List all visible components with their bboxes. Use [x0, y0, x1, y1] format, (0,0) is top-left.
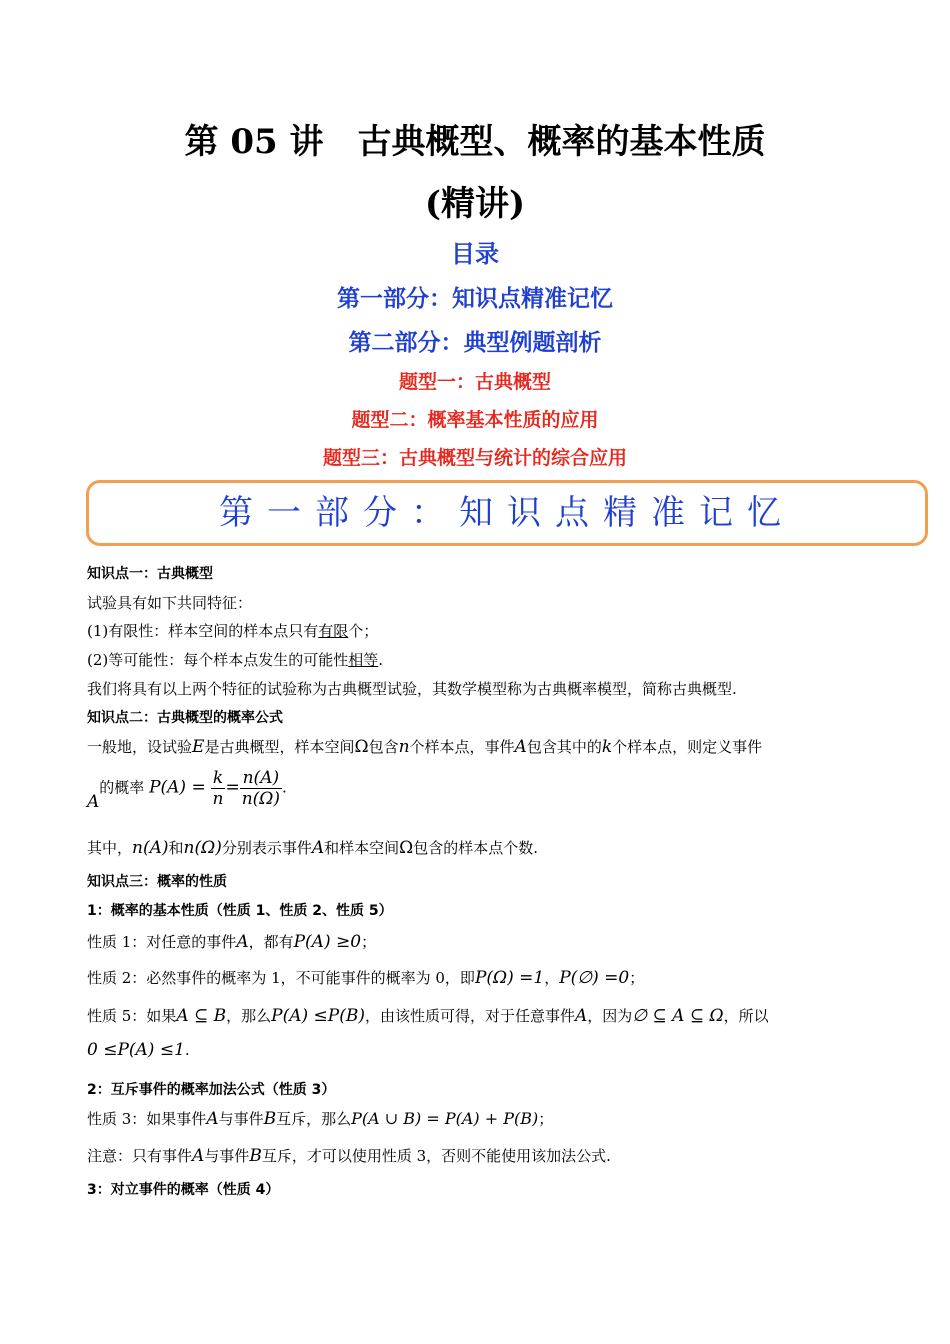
math-A: A [206, 1109, 219, 1129]
toc-part2-link[interactable]: 第二部分：典型例题剖析 [348, 330, 602, 356]
k2-text-4: 个样本点，事件 [409, 738, 515, 756]
math-probability: P(A) = [149, 777, 206, 798]
k3-sub1: 1：概率的基本性质（性质 1、性质 2、性质 5） [87, 903, 393, 919]
property-5-cont [87, 1040, 190, 1060]
math-nOmega: n(Ω) [183, 838, 222, 858]
math-A: A [514, 737, 527, 757]
math-eq: = [225, 777, 240, 798]
prop1-text-2: ，都有 [248, 933, 294, 951]
note-text: 注意：只有事件 [87, 1147, 193, 1165]
k1-point1 [87, 620, 378, 641]
toc-heading: 目录 [451, 240, 499, 268]
property-1 [87, 931, 376, 952]
prop5-text: 性质 5：如果 [87, 1007, 177, 1025]
k2-where [87, 837, 538, 858]
property-3 [87, 1108, 553, 1129]
math-k: k [601, 737, 613, 757]
k1-point1-underline: 有限 [318, 622, 349, 640]
section-banner: 第一部分：知识点精准记忆 [86, 480, 928, 546]
math-formula: ∅ ⊆ A ⊆ Ω [632, 1006, 724, 1026]
frac-den: n [212, 789, 224, 809]
k2-heading: 知识点二：古典概型的概率公式 [87, 710, 283, 726]
k3-heading: 知识点三：概率的性质 [87, 874, 227, 890]
math-formula: P(Ω) =1 [474, 968, 545, 988]
page-title: 第 05 讲 古典概型、概率的基本性质 [184, 122, 766, 162]
k1-intro: 试验具有如下共同特征： [87, 594, 253, 612]
prop5-text-2: ，那么 [226, 1007, 272, 1025]
prop1-end: ； [361, 933, 377, 951]
prop3-text-3: 互斥，那么 [276, 1110, 352, 1128]
prop5-text-3: ，由该性质可得，对于任意事件 [364, 1007, 575, 1025]
toc-type1-link[interactable]: 题型一：古典概型 [398, 371, 551, 393]
math-formula: 0 ≤P(A) ≤1 [87, 1040, 185, 1060]
k2-text-2: 是古典概型，样本空间 [204, 738, 355, 756]
k1-point2 [87, 649, 383, 670]
k3-sub2: 2：互斥事件的概率加法公式（性质 3） [87, 1082, 336, 1098]
k2-where-5: 包含的样本点个数. [413, 839, 539, 857]
note [87, 1145, 611, 1166]
k2-text-1: 一般地，设试验 [87, 738, 193, 756]
toc-type3-link[interactable]: 题型三：古典概型与统计的综合应用 [322, 447, 627, 469]
toc-part1-link[interactable]: 第一部分：知识点精准记忆 [337, 286, 613, 312]
prop2-text: 性质 2：必然事件的概率为 1，不可能事件的概率为 0，即 [87, 969, 475, 987]
math-omega: Ω [354, 737, 369, 757]
fraction-nA-over-nOmega [240, 768, 282, 809]
math-formula: P(A) ≤P(B) [271, 1006, 365, 1026]
math-nA: n(A) [132, 838, 169, 858]
k2-where-2: 和 [168, 839, 184, 857]
math-formula: P(∅) =0 [559, 968, 630, 988]
math-B: B [249, 1146, 262, 1166]
math-dot: . [282, 778, 287, 797]
math-A: A [575, 1006, 588, 1026]
math-omega: Ω [399, 838, 414, 858]
property-5 [87, 1005, 769, 1026]
frac-num: n(A) [240, 768, 282, 789]
page-subtitle: (精讲) [424, 184, 526, 224]
property-2 [87, 967, 644, 988]
prop5-text-5: ，所以 [723, 1007, 769, 1025]
k1-point2-end: . [378, 651, 384, 669]
toc-type2-link[interactable]: 题型二：概率基本性质的应用 [351, 409, 599, 431]
k3-sub3: 3：对立事件的概率（性质 4） [87, 1182, 280, 1198]
math-A: A [236, 932, 249, 952]
prop2-end: ； [629, 969, 645, 987]
note-text-2: 与事件 [204, 1147, 250, 1165]
fraction-k-over-n [211, 768, 226, 809]
k2-where-1: 其中， [87, 839, 133, 857]
math-A: A [87, 791, 100, 812]
math-formula: P(A) ≥0 [293, 932, 362, 952]
prop1-text: 性质 1：对任意的事件 [87, 933, 237, 951]
prop5-end: . [184, 1041, 190, 1059]
math-formula: P(A ∪ B) = P(A) + P(B) [351, 1109, 539, 1128]
k2-definition [87, 736, 762, 757]
k2-text-5: 包含其中的 [526, 738, 602, 756]
k1-point1-end: 个； [348, 622, 379, 640]
k2-text-6: 个样本点，则定义事件 [612, 738, 763, 756]
prop3-text-2: 与事件 [218, 1110, 264, 1128]
prop3-end: ； [538, 1110, 554, 1128]
k1-point2-text: (2)等可能性：每个样本点发生的可能性 [87, 651, 349, 669]
math-B: B [263, 1109, 277, 1129]
prop3-text: 性质 3：如果事件 [87, 1110, 207, 1128]
frac-den: n(Ω) [241, 789, 281, 809]
k1-summary: 我们将具有以上两个特征的试验称为古典概型试验，其数学模型称为古典概率模型，简称古典概型. [87, 680, 737, 698]
math-n: n [398, 737, 410, 757]
math-A: A [192, 1146, 205, 1166]
math-E: E [192, 737, 205, 757]
math-formula: A ⊆ B [176, 1006, 227, 1026]
k1-heading: 知识点一：古典概型 [87, 566, 213, 582]
note-text-3: 互斥，才可以使用性质 3，否则不能使用该加法公式. [261, 1147, 611, 1165]
math-A: A [311, 838, 325, 858]
frac-num: k [211, 768, 226, 789]
k1-point1-text: (1)有限性：样本空间的样本点只有 [87, 622, 319, 640]
prop2-sep: ， [544, 969, 560, 987]
k2-where-3: 分别表示事件 [221, 839, 312, 857]
k2-formula-line [87, 768, 287, 812]
k2-where-4: 和样本空间 [324, 839, 400, 857]
k1-point2-underline: 相等 [348, 651, 379, 669]
prop5-text-4: ，因为 [587, 1007, 633, 1025]
k2-text-3: 包含 [368, 738, 399, 756]
k2-text-7: 的概率 [99, 778, 145, 797]
